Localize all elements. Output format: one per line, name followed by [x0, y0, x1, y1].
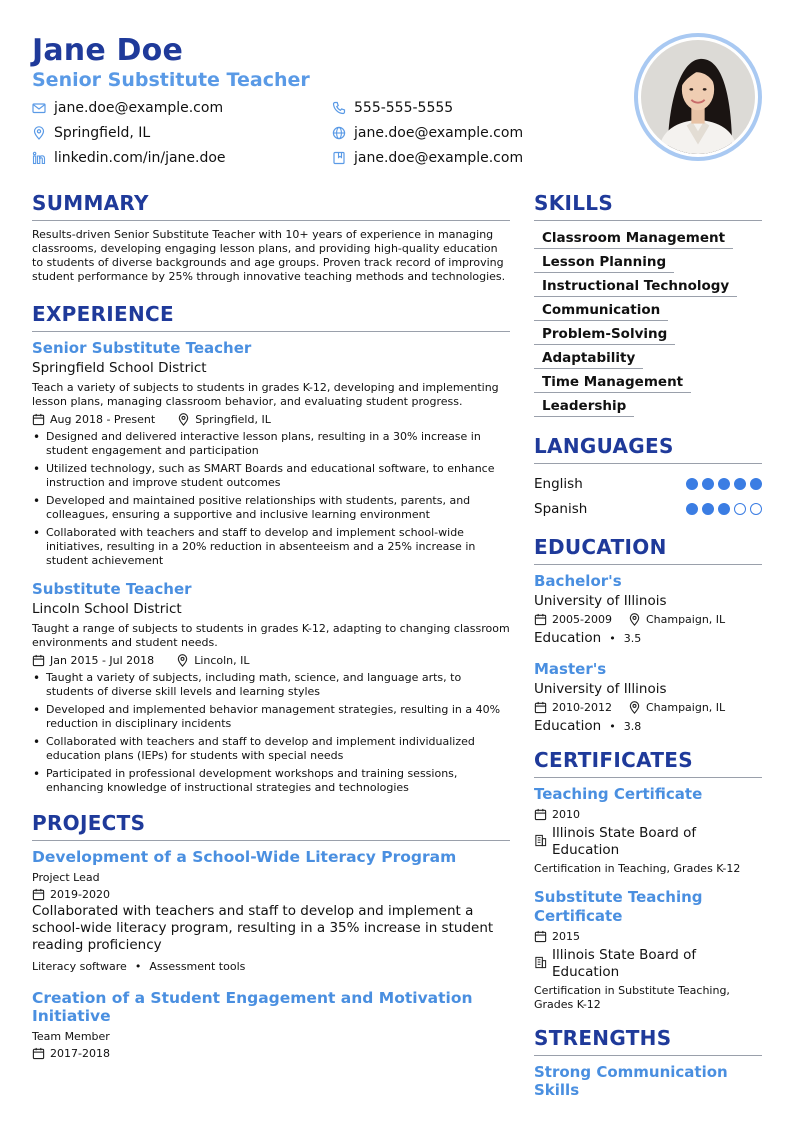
project-tags: Literacy software • Assessment tools	[32, 960, 246, 973]
calendar-icon	[534, 930, 547, 943]
project-tag: Assessment tools	[149, 960, 246, 973]
calendar-icon	[32, 1047, 45, 1060]
list-item: • Utilized technology, such as SMART Boards and educational software, to enhance instruction and improve student outcomes	[32, 462, 510, 490]
project-role: Team Member	[32, 1030, 110, 1043]
calendar-icon	[534, 613, 547, 626]
language-row	[534, 496, 762, 521]
phone-icon	[332, 101, 346, 115]
level-dot	[702, 478, 714, 490]
edu-gpa: 3.8	[623, 720, 642, 733]
calendar-icon	[32, 888, 45, 901]
cert-issuer: Illinois State Board of Education	[552, 947, 697, 980]
location-icon	[628, 701, 641, 714]
language-name: English	[534, 475, 583, 492]
level-dot	[734, 503, 746, 515]
language-name: Spanish	[534, 500, 588, 517]
edu-degree: Master's	[534, 660, 607, 678]
contact-text: linkedin.com/in/jane.doe	[54, 149, 226, 166]
calendar-icon	[32, 413, 45, 426]
edu-field-line: Education • 3.8	[534, 718, 642, 734]
globe-icon	[332, 126, 346, 140]
skills-list	[534, 228, 762, 420]
job-desc: Teach a variety of subjects to students in grades K-12, developing and implementing lesson plans, managing classroom behavior, and evaluating student progress.	[32, 381, 499, 408]
project-dates: 2019-2020	[50, 888, 110, 901]
cert-desc: Certification in Substitute Teaching, Grades K-12	[534, 984, 730, 1011]
skill-tag: Instructional Technology	[534, 276, 737, 297]
edu-field: Education	[534, 630, 602, 646]
project-tag: Literacy software	[32, 960, 127, 973]
job-title: Substitute Teacher	[32, 580, 192, 598]
experience-item	[32, 339, 510, 568]
building-icon	[534, 956, 547, 969]
edu-field: Education	[534, 718, 602, 734]
level-dot	[686, 478, 698, 490]
edu-field-line: Education • 3.5	[534, 630, 642, 646]
edu-gpa: 3.5	[623, 632, 642, 645]
job-meta	[32, 654, 510, 667]
building-icon	[534, 834, 547, 847]
cert-year-row	[534, 930, 762, 943]
cert-title: Substitute Teaching Certificate	[534, 888, 703, 925]
contact-text: Springfield, IL	[54, 124, 151, 141]
location-icon	[32, 126, 46, 140]
certificate-item	[534, 888, 762, 1012]
list-item: • Taught a variety of subjects, including math, science, and language arts, to students of diverse skill levels and learning styles	[32, 671, 510, 699]
location-icon	[628, 613, 641, 626]
cert-issuer: Illinois State Board of Education	[552, 825, 697, 858]
job-bullets	[32, 671, 510, 795]
cert-issuer-row	[534, 947, 762, 981]
linkedin-icon	[32, 151, 46, 165]
left-column	[32, 191, 510, 1060]
job-meta	[32, 413, 510, 426]
cert-year: 2010	[552, 808, 580, 821]
level-dot	[702, 503, 714, 515]
projects-heading: PROJECTS	[32, 811, 510, 841]
level-dot	[750, 478, 762, 490]
job-dates: Aug 2018 - Present	[50, 413, 156, 426]
contact-portfolio[interactable]	[332, 148, 552, 167]
level-dot	[734, 478, 746, 490]
list-item: • Developed and implemented behavior management strategies, resulting in a 40% reduction in disciplinary incidents	[32, 703, 510, 731]
language-row	[534, 471, 762, 496]
level-dot	[686, 503, 698, 515]
cert-issuer-row	[534, 825, 762, 859]
list-item: • Participated in professional development workshops and training sessions, enhancing knowledge of instructional strategies and technologies	[32, 767, 510, 795]
cert-year-row	[534, 808, 762, 821]
edu-location: Champaign, IL	[645, 613, 726, 626]
education-item	[534, 572, 762, 646]
skill-tag: Communication	[534, 300, 668, 321]
candidate-title: Senior Substitute Teacher	[32, 69, 310, 91]
languages-list	[534, 471, 762, 521]
contact-linkedin[interactable]	[32, 148, 332, 167]
project-desc: Collaborated with teachers and staff to develop and implement a school-wide literacy program, resulting in a 35% increase in student reading proficiency	[32, 903, 494, 953]
skill-tag: Leadership	[534, 396, 634, 417]
job-dates: Jan 2015 - Jul 2018	[50, 654, 155, 667]
edu-dates: 2005-2009	[552, 613, 612, 626]
skills-heading: SKILLS	[534, 191, 762, 221]
list-item: • Designed and delivered interactive lesson plans, resulting in a 30% increase in student engagement and participation	[32, 430, 510, 458]
contact-email[interactable]	[32, 98, 332, 117]
job-location: Springfield, IL	[195, 413, 271, 426]
list-item: • Developed and maintained positive relationships with students, parents, and colleagues, ensuring a supportive and inclusive learning environment	[32, 494, 510, 522]
contact-text: jane.doe@example.com	[354, 124, 524, 141]
experience-item	[32, 580, 510, 795]
language-level	[686, 503, 762, 515]
candidate-name: Jane Doe	[32, 33, 184, 68]
certificates-heading: CERTIFICATES	[534, 748, 762, 778]
skill-tag: Lesson Planning	[534, 252, 674, 273]
calendar-icon	[32, 654, 45, 667]
certificate-item	[534, 785, 762, 876]
languages-heading: LANGUAGES	[534, 434, 762, 464]
level-dot	[750, 503, 762, 515]
job-location: Lincoln, IL	[194, 654, 250, 667]
edu-school: University of Illinois	[534, 681, 667, 697]
project-item	[32, 989, 510, 1060]
experience-heading: EXPERIENCE	[32, 302, 510, 332]
list-item: • Collaborated with teachers and staff to develop and implement school-wide initiatives, resulting in a 20% reduction in absenteeism and a 25% increase in student achievement	[32, 526, 510, 568]
project-meta	[32, 1047, 510, 1060]
cert-desc: Certification in Teaching, Grades K-12	[534, 862, 741, 875]
project-dates: 2017-2018	[50, 1047, 110, 1060]
language-level	[686, 478, 762, 490]
contact-phone[interactable]	[332, 98, 552, 117]
location-icon	[177, 413, 190, 426]
skill-tag: Problem-Solving	[534, 324, 675, 345]
skill-tag: Adaptability	[534, 348, 643, 369]
education-item	[534, 660, 762, 734]
bookmark-icon	[332, 151, 346, 165]
contact-location	[32, 123, 332, 142]
edu-location: Champaign, IL	[645, 701, 726, 714]
contact-text: 555-555-5555	[354, 99, 454, 116]
project-role: Project Lead	[32, 871, 100, 884]
edu-meta	[534, 613, 762, 626]
profile-photo	[641, 40, 755, 154]
contact-text: jane.doe@example.com	[54, 99, 224, 116]
contact-website[interactable]	[332, 123, 552, 142]
calendar-icon	[534, 808, 547, 821]
job-bullets	[32, 430, 510, 568]
cert-title: Teaching Certificate	[534, 785, 703, 803]
project-item	[32, 848, 510, 973]
edu-school: University of Illinois	[534, 593, 667, 609]
cert-year: 2015	[552, 930, 580, 943]
avatar	[634, 33, 762, 161]
calendar-icon	[534, 701, 547, 714]
contact-text: jane.doe@example.com	[354, 149, 524, 166]
job-org: Lincoln School District	[32, 601, 182, 617]
project-meta	[32, 888, 510, 901]
education-heading: EDUCATION	[534, 535, 762, 565]
job-title: Senior Substitute Teacher	[32, 339, 252, 357]
contact-list	[32, 98, 552, 167]
project-title: Creation of a Student Engagement and Motivation Initiative	[32, 989, 473, 1025]
job-org: Springfield School District	[32, 360, 207, 376]
level-dot	[718, 478, 730, 490]
skill-tag: Time Management	[534, 372, 691, 393]
edu-meta	[534, 701, 762, 714]
summary-heading: SUMMARY	[32, 191, 510, 221]
right-column	[534, 191, 762, 1099]
edu-degree: Bachelor's	[534, 572, 622, 590]
location-icon	[176, 654, 189, 667]
strength-item: Strong Communication Skills	[534, 1063, 728, 1099]
edu-dates: 2010-2012	[552, 701, 612, 714]
project-title: Development of a School-Wide Literacy Program	[32, 848, 457, 866]
email-icon	[32, 101, 46, 115]
list-item: • Collaborated with teachers and staff to develop and implement individualized education plans (IEPs) for students with special needs	[32, 735, 510, 763]
summary-text: Results-driven Senior Substitute Teacher with 10+ years of experience in managing classrooms, developing engaging lesson plans, and providing high-quality education to students of diverse backgrounds and age groups. Proven track record of improving student performance by 25% through innovative teaching methods and technologies.	[32, 228, 506, 283]
job-desc: Taught a range of subjects to students in grades K-12, adapting to changing classroom environments and student needs.	[32, 622, 510, 649]
skill-tag: Classroom Management	[534, 228, 733, 249]
strengths-heading: STRENGTHS	[534, 1026, 762, 1056]
level-dot	[718, 503, 730, 515]
